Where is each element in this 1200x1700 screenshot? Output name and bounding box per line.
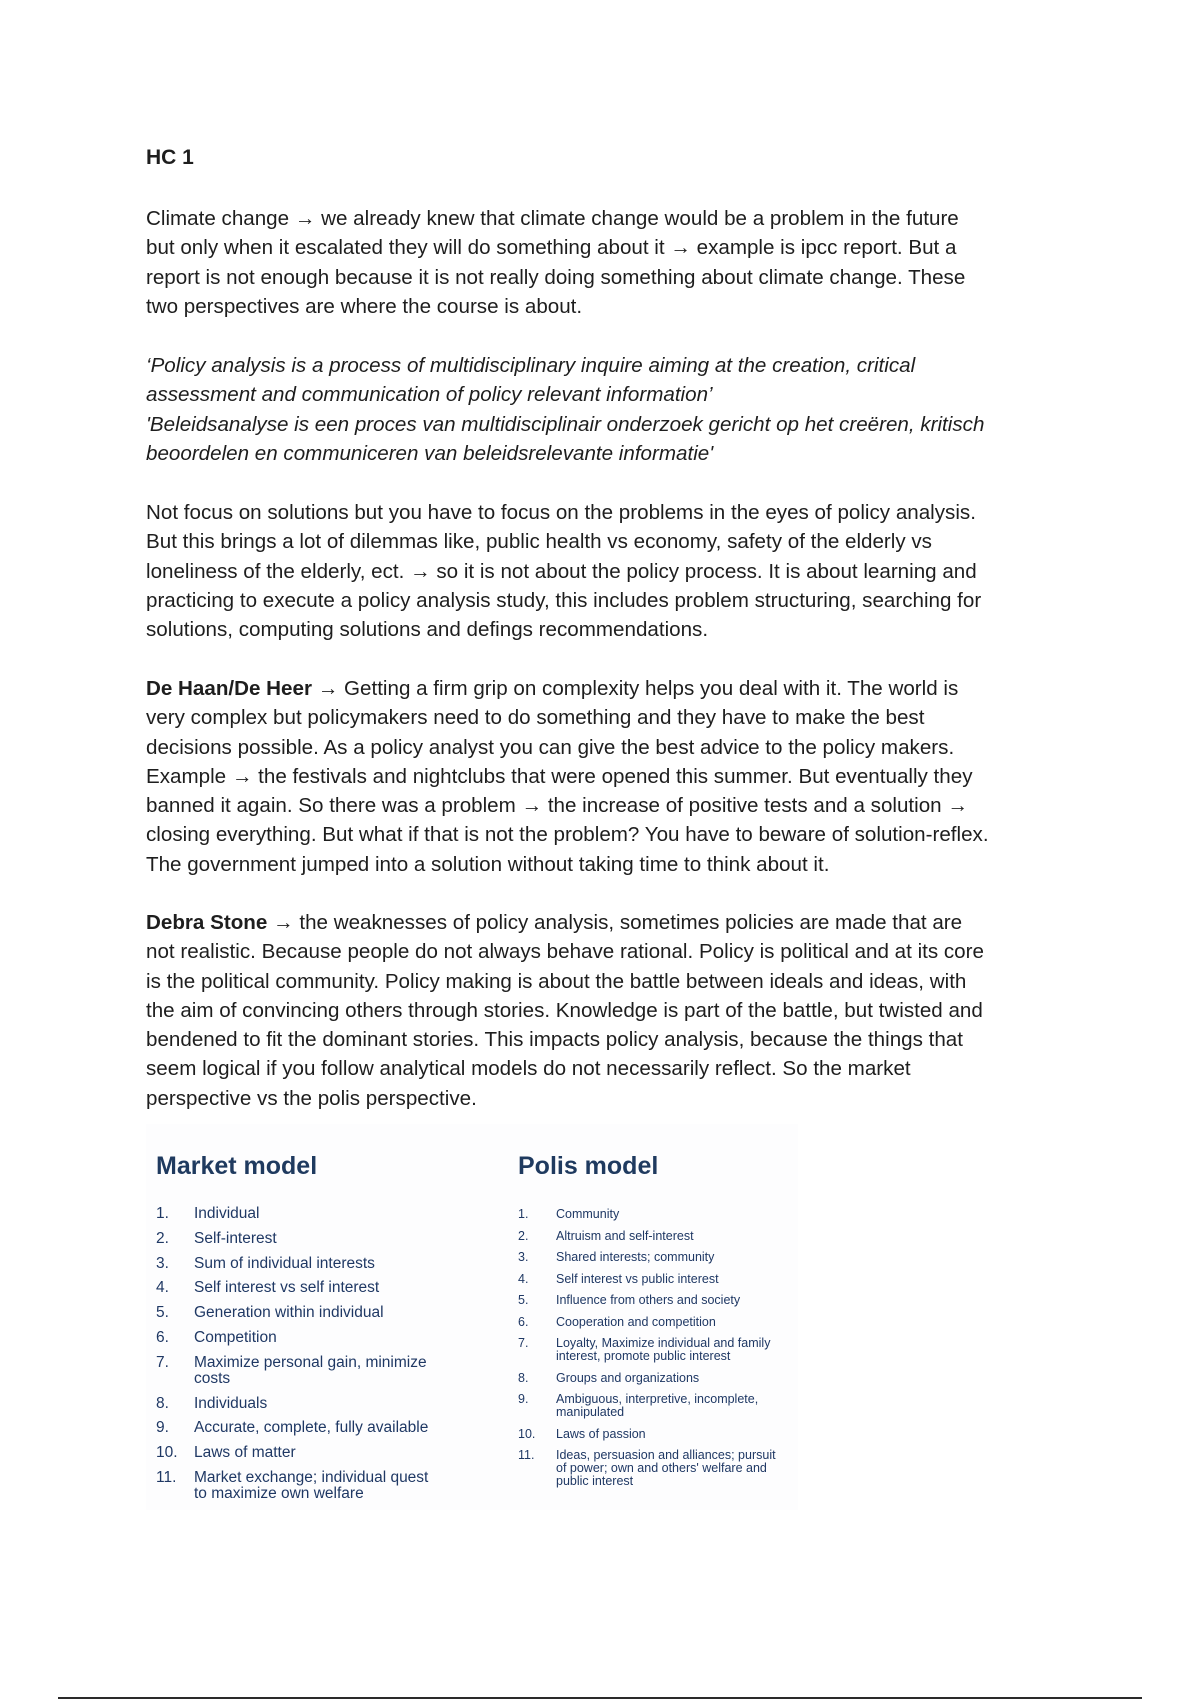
text-line-rest: → the weaknesses of policy analysis, sometimes policies are made that are (267, 911, 963, 934)
item-text (194, 1231, 428, 1247)
item-text (194, 1280, 428, 1296)
list-item (156, 1256, 428, 1272)
item-number: 8. (518, 1370, 529, 1385)
item-text (556, 1428, 776, 1441)
list-item (518, 1316, 776, 1329)
text-line: solutions, computing solutions and defings recommendations. (146, 618, 709, 642)
list-item (156, 1305, 428, 1321)
item-number: 3. (156, 1254, 169, 1272)
list-item (518, 1428, 776, 1441)
list-item (518, 1393, 776, 1419)
item-text (556, 1337, 776, 1363)
item-text-line: Groups and organizations (556, 1370, 700, 1385)
item-text (194, 1420, 428, 1436)
item-text (194, 1445, 428, 1461)
item-text-line: Altruism and self-interest (556, 1228, 694, 1243)
item-text-line: Generation within individual (194, 1304, 384, 1322)
paragraph-definition-quote (146, 351, 1076, 468)
text-line: the aim of convincing others through stories. Knowledge is part of the battle, but twisted and (146, 998, 983, 1022)
list-item (518, 1372, 776, 1385)
text-line: closing everything. But what if that is not the problem? You have to beware of solution-reflex. (146, 823, 989, 847)
item-number: 11. (156, 1468, 177, 1486)
item-text (556, 1251, 776, 1264)
item-text (556, 1372, 776, 1385)
item-text (556, 1294, 776, 1307)
item-text-line: of power; own and others' welfare and (556, 1461, 767, 1475)
item-text (556, 1230, 776, 1243)
item-text-line: Individuals (194, 1394, 268, 1412)
item-text (194, 1305, 428, 1321)
item-number: 3. (518, 1250, 529, 1264)
text-line: decisions possible. As a policy analyst you can give the best advice to the policy makers. (146, 735, 955, 759)
item-text-line: to maximize own welfare (194, 1484, 364, 1502)
page-bottom-divider (58, 1697, 1142, 1699)
list-item (156, 1330, 428, 1346)
item-text (194, 1396, 428, 1412)
text-line: But this brings a lot of dilemmas like, public health vs economy, safety of the elderly vs (146, 530, 932, 554)
list-item (518, 1449, 776, 1488)
item-number: 2. (156, 1229, 169, 1247)
text-line: bendened to fit the dominant stories. This impacts policy analysis, because the things that (146, 1028, 963, 1052)
list-item (518, 1230, 776, 1243)
paragraph-climate-change (146, 204, 1076, 321)
list-item (156, 1445, 428, 1461)
list-item (156, 1355, 428, 1387)
item-text-line: Individual (194, 1205, 260, 1222)
text-line: perspective vs the polis perspective. (146, 1086, 477, 1110)
list-item (156, 1470, 428, 1502)
item-text-line: Self interest vs public interest (556, 1271, 719, 1286)
item-number: 10. (518, 1426, 536, 1441)
text-line: two perspectives are where the course is about. (146, 294, 583, 318)
item-number: 11. (518, 1448, 535, 1462)
polis-model-list (518, 1208, 776, 1497)
item-number: 5. (518, 1293, 529, 1307)
item-number: 6. (518, 1314, 529, 1329)
text-line: beoordelen en communiceren van beleidsrelevante informatie' (146, 441, 714, 465)
item-text-line: Self-interest (194, 1229, 277, 1247)
item-text-line: Shared interests; community (556, 1250, 715, 1264)
item-text (556, 1449, 776, 1488)
list-item (156, 1280, 428, 1296)
paragraph-debra-stone (146, 908, 1076, 1113)
market-model-list (156, 1206, 428, 1511)
item-text-line: Influence from others and society (556, 1293, 741, 1307)
paragraph-focus-on-problems (146, 498, 1076, 644)
item-text-line: Ambiguous, interpretive, incomplete, (556, 1392, 759, 1406)
item-text-line: Ideas, persuasion and alliances; pursuit (556, 1448, 776, 1462)
page-heading: HC 1 (146, 146, 194, 169)
list-item (518, 1294, 776, 1307)
item-text-line: manipulated (556, 1405, 625, 1419)
text-line: Not focus on solutions but you have to focus on the problems in the eyes of policy analysis. (146, 501, 976, 524)
text-line: loneliness of the elderly, ect. → so it is not about the policy process. It is about learning and (146, 559, 977, 583)
text-line: Example → the festivals and nightclubs that were opened this summer. But eventually they (146, 764, 973, 788)
models-comparison-figure (146, 1124, 798, 1510)
item-text-line: Community (556, 1207, 620, 1221)
item-number: 7. (156, 1353, 169, 1371)
item-text-line: Accurate, complete, fully available (194, 1419, 429, 1437)
list-item (518, 1337, 776, 1363)
market-model-title: Market model (156, 1152, 318, 1180)
item-number: 9. (518, 1392, 529, 1406)
item-text (194, 1355, 428, 1387)
text-line: assessment and communication of policy relevant information’ (146, 383, 713, 407)
item-text-line: Maximize personal gain, minimize (194, 1353, 427, 1371)
item-number: 8. (156, 1394, 169, 1412)
item-text (194, 1330, 428, 1346)
item-number: 9. (156, 1419, 169, 1437)
item-text-line: public interest (556, 1474, 634, 1488)
list-item (518, 1251, 776, 1264)
item-text (556, 1316, 776, 1329)
item-number: 10. (156, 1444, 178, 1462)
list-item (156, 1231, 428, 1247)
item-text (556, 1273, 776, 1286)
text-line: seem logical if you follow analytical models do not necessarily reflect. So the market (146, 1057, 911, 1081)
author-name: Debra Stone (146, 911, 268, 934)
text-line: 'Beleidsanalyse is een proces van multidisciplinair onderzoek gericht op het creëren, kritisch (146, 412, 985, 436)
item-text (556, 1208, 776, 1221)
text-line: very complex but policymakers need to do something and they have to make the best (146, 706, 925, 730)
item-text (194, 1470, 428, 1502)
text-line: Climate change → we already knew that climate change would be a problem in the future (146, 207, 959, 230)
item-text-line: Laws of passion (556, 1426, 646, 1441)
item-text (556, 1393, 776, 1419)
item-text-line: Cooperation and competition (556, 1314, 716, 1329)
item-text (194, 1256, 428, 1272)
text-line: but only when it escalated they will do something about it → example is ipcc report. But a (146, 236, 957, 260)
item-number: 4. (518, 1271, 529, 1286)
text-line: report is not enough because it is not really doing something about climate change. These (146, 265, 966, 289)
item-number: 1. (518, 1207, 529, 1221)
text-line: is the political community. Policy making is about the battle between ideals and ideas, with (146, 969, 967, 993)
item-text-line: Laws of matter (194, 1444, 296, 1462)
text-line: ‘Policy analysis is a process of multidisciplinary inquire aiming at the creation, critical (146, 354, 916, 377)
list-item (156, 1206, 428, 1222)
item-text-line: interest, promote public interest (556, 1349, 731, 1363)
paragraph-de-haan-de-heer (146, 674, 1076, 879)
item-number: 5. (156, 1304, 169, 1322)
item-text-line: Loyalty, Maximize individual and family (556, 1336, 771, 1350)
text-line (146, 674, 1076, 703)
item-text-line: Market exchange; individual quest (194, 1468, 429, 1486)
item-text-line: Sum of individual interests (194, 1254, 375, 1272)
item-number: 2. (518, 1228, 529, 1243)
item-text-line: costs (194, 1369, 231, 1387)
item-text (194, 1206, 428, 1222)
text-line-rest: → Getting a firm grip on complexity helps you deal with it. The world is (311, 677, 959, 700)
list-item (156, 1396, 428, 1412)
list-item (518, 1273, 776, 1286)
text-line: The government jumped into a solution without taking time to think about it. (146, 852, 830, 876)
item-number: 4. (156, 1279, 169, 1297)
item-text-line: Competition (194, 1328, 277, 1346)
list-item (156, 1420, 428, 1436)
text-line: practicing to execute a policy analysis study, this includes problem structuring, searching for (146, 588, 982, 612)
item-number: 7. (518, 1336, 529, 1350)
item-text-line: Self interest vs self interest (194, 1279, 380, 1297)
item-number: 1. (156, 1205, 169, 1222)
polis-model-title: Polis model (518, 1152, 659, 1180)
author-name: De Haan/De Heer (146, 677, 312, 700)
text-line: not realistic. Because people do not always behave rational. Policy is political and at its core (146, 940, 984, 964)
list-item (518, 1208, 776, 1221)
item-number: 6. (156, 1328, 169, 1346)
text-line: banned it again. So there was a problem → the increase of positive tests and a solution → (146, 794, 968, 818)
text-line (146, 908, 1076, 937)
